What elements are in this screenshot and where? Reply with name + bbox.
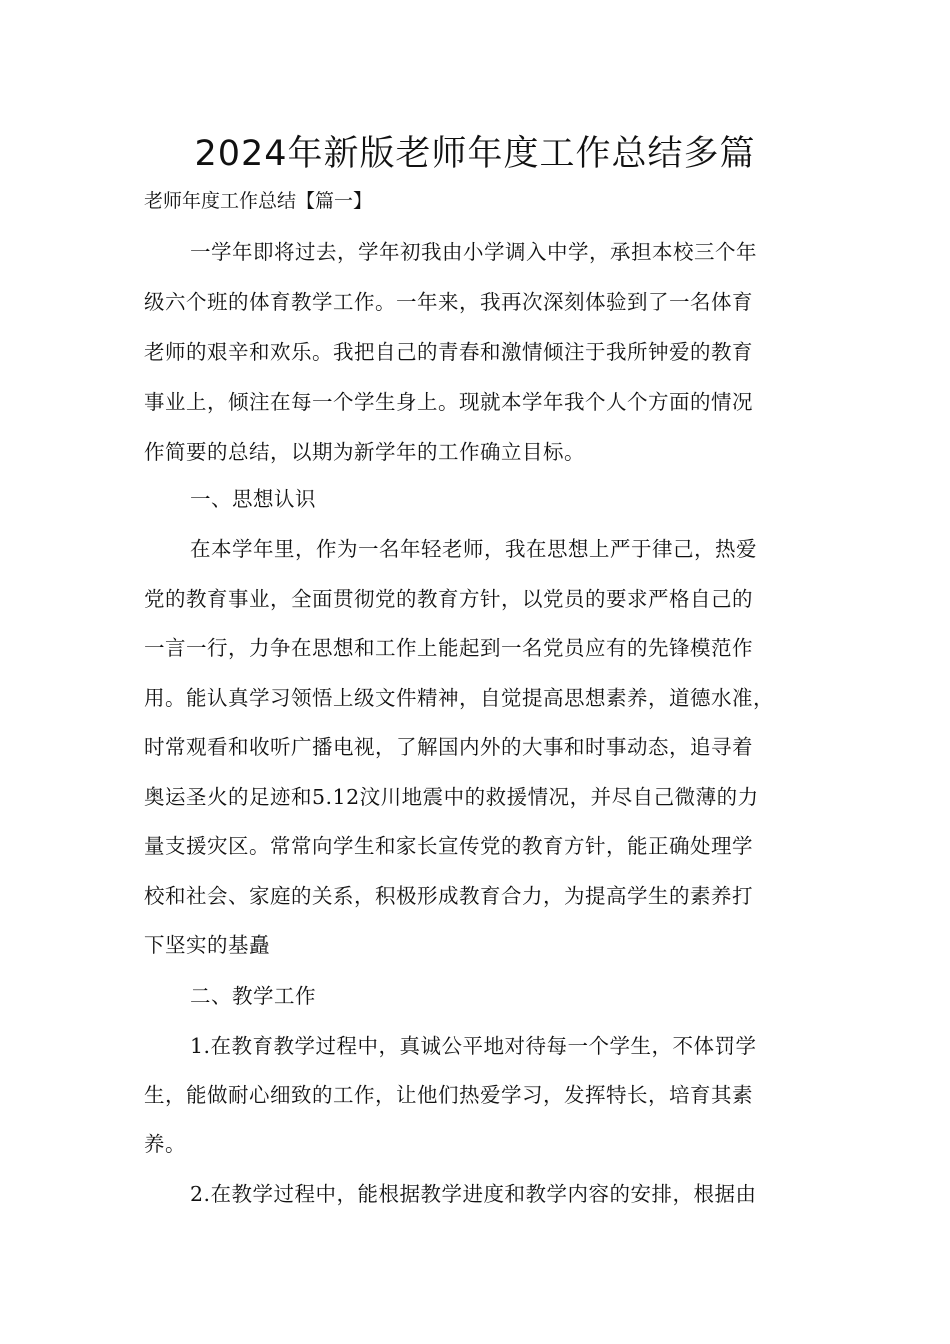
document-title: 2024年新版老师年度工作总结多篇: [194, 134, 756, 174]
paragraph-line: 一学年即将过去，学年初我由小学调入中学，承担本校三个年: [190, 240, 757, 264]
section-heading: 二、教学工作: [190, 984, 316, 1008]
paragraph-line: 一言一行，力争在思想和工作上能起到一名党员应有的先锋模范作: [144, 636, 753, 660]
paragraph-line: 奥运圣火的足迹和5.12汶川地震中的救援情况，并尽自己微薄的力: [144, 785, 759, 809]
paragraph-line: 作简要的总结，以期为新学年的工作确立目标。: [144, 440, 585, 464]
section-heading: 老师年度工作总结【篇一】: [144, 190, 373, 212]
paragraph-line: 老师的艰辛和欢乐。我把自己的青春和激情倾注于我所钟爱的教育: [144, 340, 753, 364]
paragraph-line: 养。: [144, 1132, 186, 1156]
paragraph-line: 1.在教育教学过程中，真诚公平地对待每一个学生，不体罚学: [190, 1034, 757, 1058]
paragraph-line: 级六个班的体育教学工作。一年来，我再次深刻体验到了一名体育: [144, 290, 753, 314]
paragraph-line: 事业上，倾注在每一个学生身上。现就本学年我个人个方面的情况: [144, 390, 753, 414]
paragraph-line: 校和社会、家庭的关系，积极形成教育合力，为提高学生的素养打: [144, 884, 753, 908]
paragraph-line: 量支援灾区。常常向学生和家长宣传党的教育方针，能正确处理学: [144, 834, 753, 858]
paragraph-line: 时常观看和收听广播电视，了解国内外的大事和时事动态，追寻着: [144, 735, 753, 759]
paragraph-line: 用。能认真学习领悟上级文件精神，自觉提高思想素养，道德水准，: [144, 686, 774, 710]
paragraph-line: 党的教育事业，全面贯彻党的教育方针，以党员的要求严格自己的: [144, 587, 753, 611]
paragraph-line: 生，能做耐心细致的工作，让他们热爱学习，发挥特长，培育其素: [144, 1083, 753, 1107]
paragraph-line: 2.在教学过程中，能根据教学进度和教学内容的安排，根据由: [190, 1182, 757, 1206]
paragraph-line: 下坚实的基矗: [144, 933, 270, 957]
section-heading: 一、思想认识: [190, 487, 316, 511]
paragraph-line: 在本学年里，作为一名年轻老师，我在思想上严于律己，热爱: [190, 537, 757, 561]
